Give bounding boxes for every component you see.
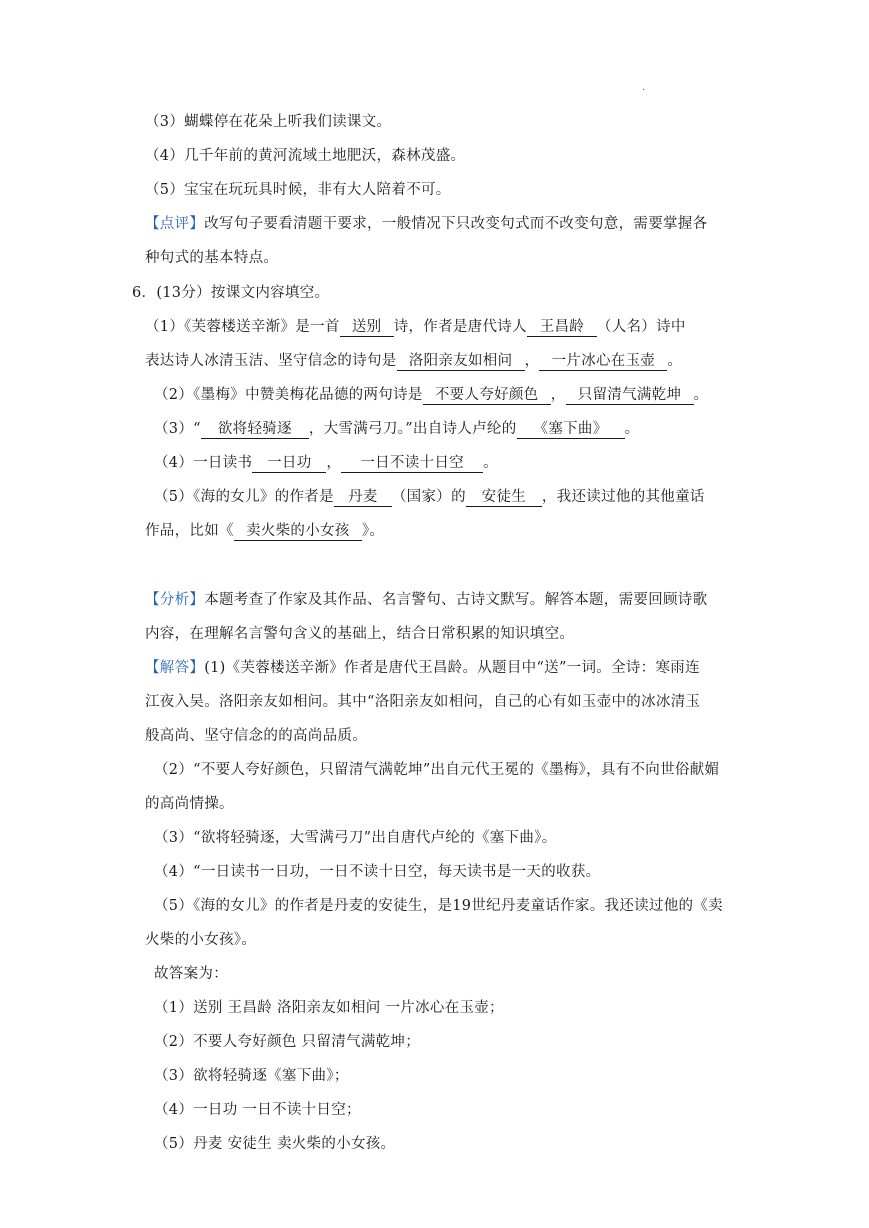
q6-1a-text: （1）《芙蓉楼送辛渐》是一首 — [145, 319, 340, 335]
q6-3-text: ，大雪满弓刀。”出自诗人卢纶的 — [308, 421, 517, 437]
answer-blank: 《塞下曲》 — [517, 420, 625, 439]
q6-2-text: ， — [550, 387, 566, 403]
q6-sentence-2 — [154, 385, 708, 405]
q6-1a-text: 诗，作者是唐代诗人 — [393, 319, 527, 335]
answer-blank: 丹麦 — [334, 488, 392, 507]
analysis-text: 本题考查了作家及其作品、名言警句、古诗文默写。解答本题，需要回顾诗歌 — [204, 592, 708, 608]
q6-1b-text: 。 — [667, 353, 683, 369]
answer-blank: 只留清气满乾坤 — [566, 386, 694, 405]
q6-5a-text: （5）《海的女儿》的作者是 — [154, 489, 334, 505]
q6-5b-text: 》。 — [361, 523, 385, 539]
q6-1a-text: （人名）诗中 — [596, 319, 686, 335]
answer-line: 般高尚、坚守信念的的高尚品质。 — [145, 728, 367, 744]
q6-5a-text: （国家）的 — [391, 489, 466, 505]
answer-blank: 不要人夸好颜色 — [423, 386, 551, 405]
answer-line: （3）“欲将轻骑逐，大雪满弓刀”出自唐代卢纶的《塞下曲》。 — [154, 830, 557, 846]
q6-4-text: 。 — [483, 455, 498, 471]
review-text: 改写句子要看清题干要求，一般情况下只改变句式而不改变句意，需要掌握各 — [204, 216, 708, 232]
q6-sentence-1b — [145, 351, 682, 371]
review-tag: 【点评】 — [145, 216, 205, 232]
answer-summary-1: （1）送别 王昌龄 洛阳亲友如相问 一片冰心在玉壶； — [154, 1000, 504, 1016]
analysis-tag: 【分析】 — [145, 592, 205, 608]
answer-line: （5）《海的女儿》的作者是丹麦的安徒生，是19世纪丹麦童话作家。我还读过他的《卖 — [154, 898, 723, 914]
review-line-2: 种句式的基本特点。 — [145, 250, 279, 266]
answer-line: 的高尚情操。 — [145, 796, 234, 812]
answer-summary-2: （2）不要人夸好颜色 只留清气满乾坤； — [154, 1034, 421, 1050]
analysis-line-2: 内容，在理解名言警句含义的基础上，结合日常积累的知识填空。 — [145, 626, 575, 642]
answer-blank: 卖火柴的小女孩 — [234, 522, 362, 541]
answer-blank: 安徒生 — [466, 488, 542, 507]
analysis-line-1 — [145, 590, 707, 610]
q6-4-text: ， — [326, 455, 342, 471]
q6-3-text: 。 — [624, 421, 640, 437]
q6-2-text: （2）《墨梅》中赞美梅花品德的两句诗是 — [154, 387, 423, 403]
answer-text: (1)《芙蓉楼送辛渐》作者是唐代王昌龄。从题目中“送”一词。全诗：寒雨连 — [204, 660, 700, 676]
answer-blank: 送别 — [340, 318, 394, 337]
q6-sentence-5b — [145, 521, 384, 541]
prev-item-5: （5）宝宝在玩玩具时候，非有大人陪着不可。 — [145, 182, 451, 198]
q6-3-text: （3）“ — [154, 421, 201, 437]
q6-2-text: 。 — [693, 387, 709, 403]
answer-blank: 一日功 — [252, 454, 326, 473]
q6-5a-text: ，我还读过他的其他童话 — [541, 489, 705, 505]
answer-summary-5: （5）丹麦 安徒生 卖火柴的小女孩。 — [154, 1136, 396, 1152]
answer-summary-heading: 故答案为： — [154, 966, 228, 982]
question-6-heading: 6．(13分）按课文内容填空。 — [132, 285, 330, 301]
answer-summary-3: （3）欲将轻骑逐《塞下曲》； — [154, 1068, 349, 1084]
prev-item-4: （4）几千年前的黄河流域土地肥沃，森林茂盛。 — [145, 148, 466, 164]
answer-line: 火柴的小女孩》。 — [145, 932, 257, 948]
review-line-1 — [145, 214, 707, 234]
q6-1b-text: ， — [524, 353, 540, 369]
answer-line-1 — [145, 658, 700, 678]
answer-line: （2）“不要人夸好颜色，只留清气满乾坤”出自元代王冕的《墨梅》，具有不向世俗献媚 — [154, 762, 720, 778]
answer-line: 江夜入吴。洛阳亲友如相问。其中“洛阳亲友如相问，自己的心有如玉壶中的冰冰清玉 — [145, 694, 701, 710]
answer-blank: 洛阳亲友如相问 — [397, 352, 525, 371]
q6-sentence-3 — [154, 419, 639, 439]
q6-4-text: （4）一日读书 — [154, 455, 253, 471]
q6-sentence-1a — [145, 317, 686, 337]
q6-sentence-4 — [154, 453, 498, 473]
answer-summary-4: （4）一日功 一日不读十日空； — [154, 1102, 361, 1118]
q6-sentence-5a — [154, 487, 705, 507]
answer-blank: 一日不读十日空 — [341, 454, 483, 473]
q6-5b-text: 作品，比如《 — [145, 523, 234, 539]
prev-item-3: （3）蝴蝶停在花朵上听我们读课文。 — [145, 114, 392, 130]
answer-blank: 王昌龄 — [527, 318, 597, 337]
q6-1b-text: 表达诗人冰清玉洁、坚守信念的诗句是 — [145, 353, 397, 369]
answer-blank: 一片冰心在玉壶 — [539, 352, 667, 371]
answer-tag: 【解答】 — [145, 660, 205, 676]
page-marker: . — [642, 82, 646, 93]
answer-blank: 欲将轻骑逐 — [201, 420, 309, 439]
answer-line: （4）“一日读书一日功，一日不读十日空，每天读书是一天的收获。 — [154, 864, 601, 880]
